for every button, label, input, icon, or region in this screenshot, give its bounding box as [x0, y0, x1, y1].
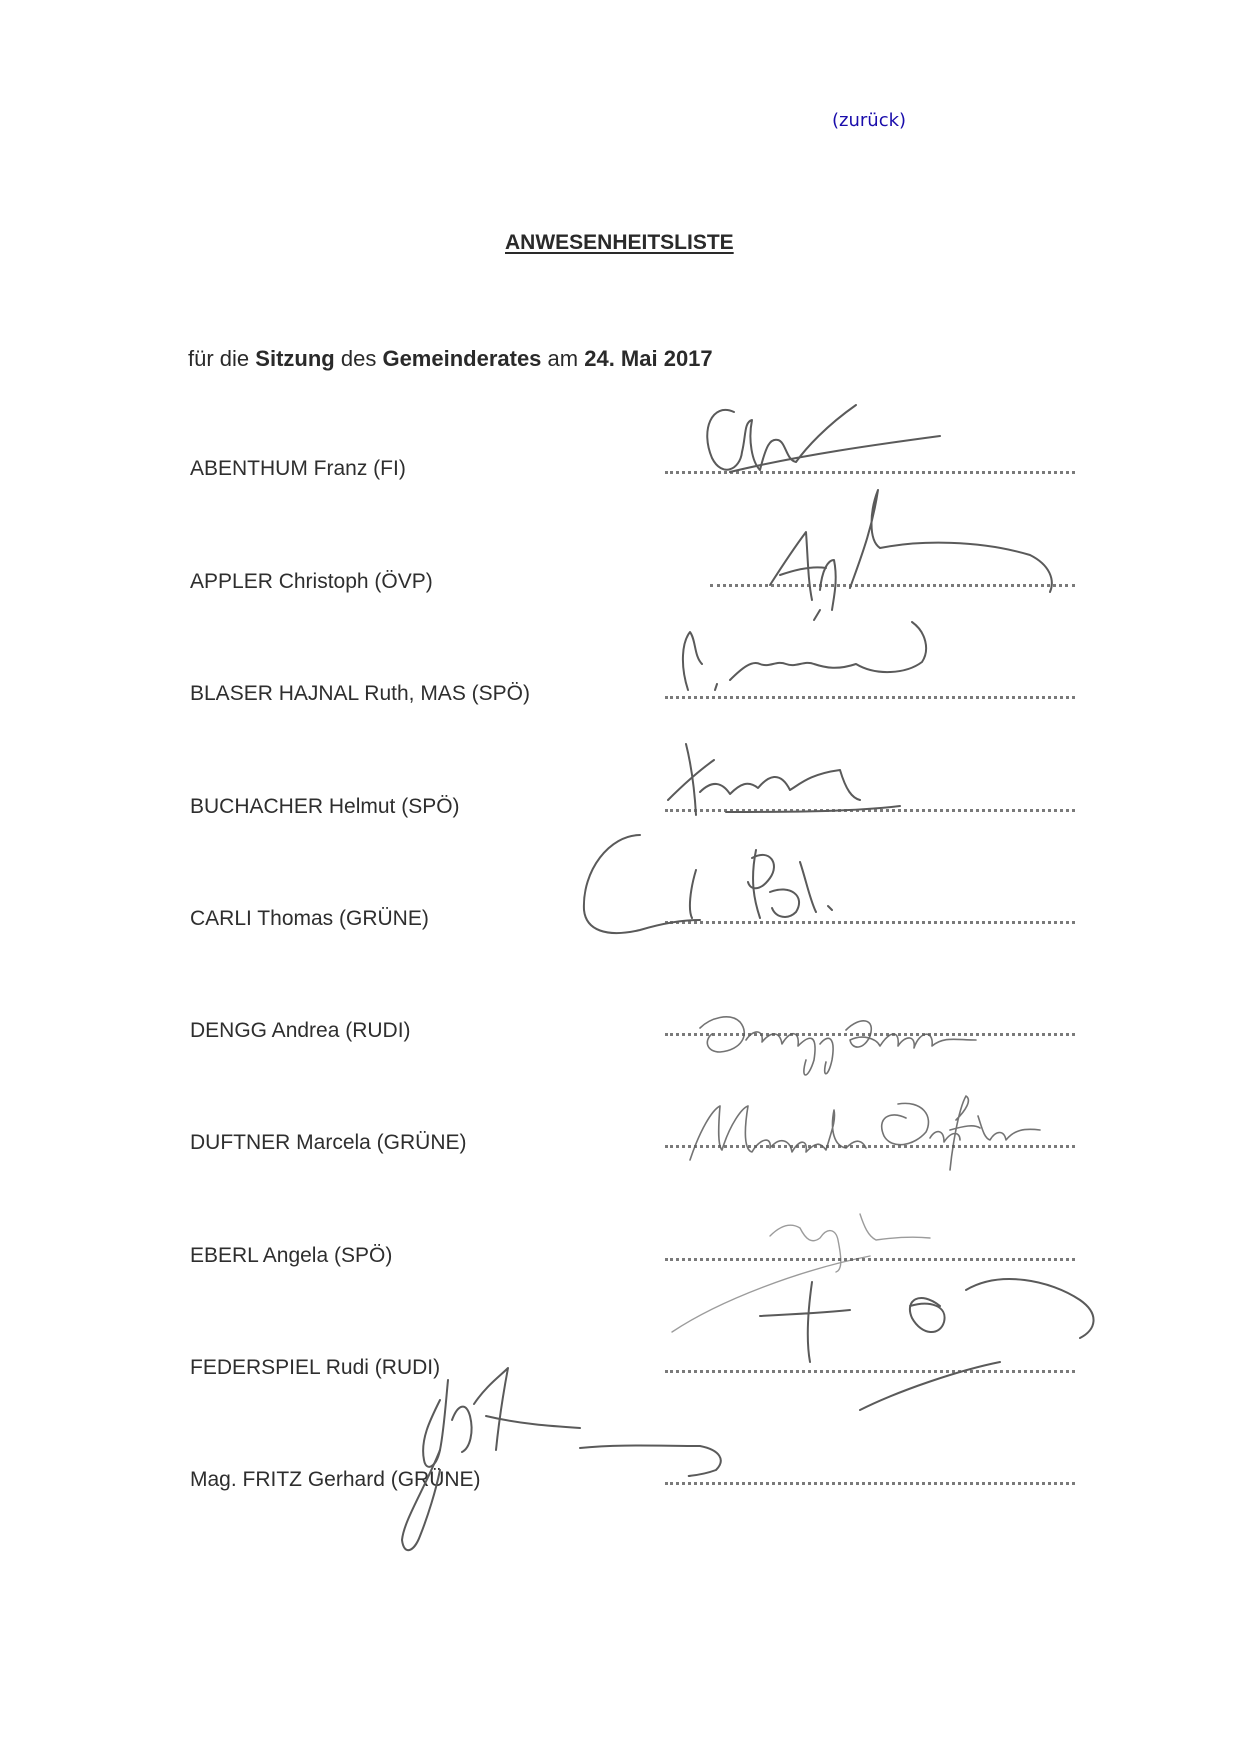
attendance-row: [0, 795, 1246, 855]
subtitle-mid1: des: [340, 346, 377, 371]
attendance-row: [0, 682, 1246, 742]
attendance-row: [0, 1131, 1246, 1191]
member-name: DUFTNER Marcela (GRÜNE): [190, 1131, 467, 1154]
signature-line: [665, 1033, 1075, 1036]
member-name: FEDERSPIEL Rudi (RUDI): [190, 1356, 441, 1379]
session-date: 24. Mai 2017: [584, 346, 713, 371]
attendance-row: [0, 1244, 1246, 1304]
signature-line: [665, 471, 1075, 474]
subtitle-gemeinderates: Gemeinderates: [382, 346, 542, 371]
document-title: ANWESENHEITSLISTE: [505, 231, 734, 254]
attendance-row: [0, 570, 1246, 630]
attendance-row: [0, 1468, 1246, 1528]
signature-line: [665, 1370, 1075, 1373]
signature-line: [665, 809, 1075, 812]
member-name: EBERL Angela (SPÖ): [190, 1244, 393, 1267]
attendance-row: [0, 907, 1246, 967]
attendance-row: [0, 1019, 1246, 1079]
member-name: Mag. FRITZ Gerhard (GRÜNE): [190, 1468, 481, 1491]
signature-line: [710, 584, 1075, 587]
member-name: CARLI Thomas (GRÜNE): [190, 907, 429, 930]
member-name: BUCHACHER Helmut (SPÖ): [190, 795, 460, 818]
signature-line: [665, 1482, 1075, 1485]
member-name: DENGG Andrea (RUDI): [190, 1019, 411, 1042]
subtitle-mid2: am: [547, 346, 579, 371]
signature-line: [665, 1145, 1075, 1148]
member-name: APPLER Christoph (ÖVP): [190, 570, 433, 593]
member-name: ABENTHUM Franz (FI): [190, 457, 406, 480]
back-link[interactable]: (zurück): [832, 110, 907, 131]
signature-line: [665, 1258, 1075, 1261]
signature-line: [665, 921, 1075, 924]
attendance-row: [0, 457, 1246, 517]
subtitle-prefix: für die: [188, 346, 250, 371]
attendance-row: [0, 1356, 1246, 1416]
signature-blaser: [683, 622, 926, 690]
session-subtitle: [188, 346, 713, 372]
subtitle-sitzung: Sitzung: [255, 346, 335, 371]
member-name: BLASER HAJNAL Ruth, MAS (SPÖ): [190, 682, 530, 705]
signature-line: [665, 696, 1075, 699]
